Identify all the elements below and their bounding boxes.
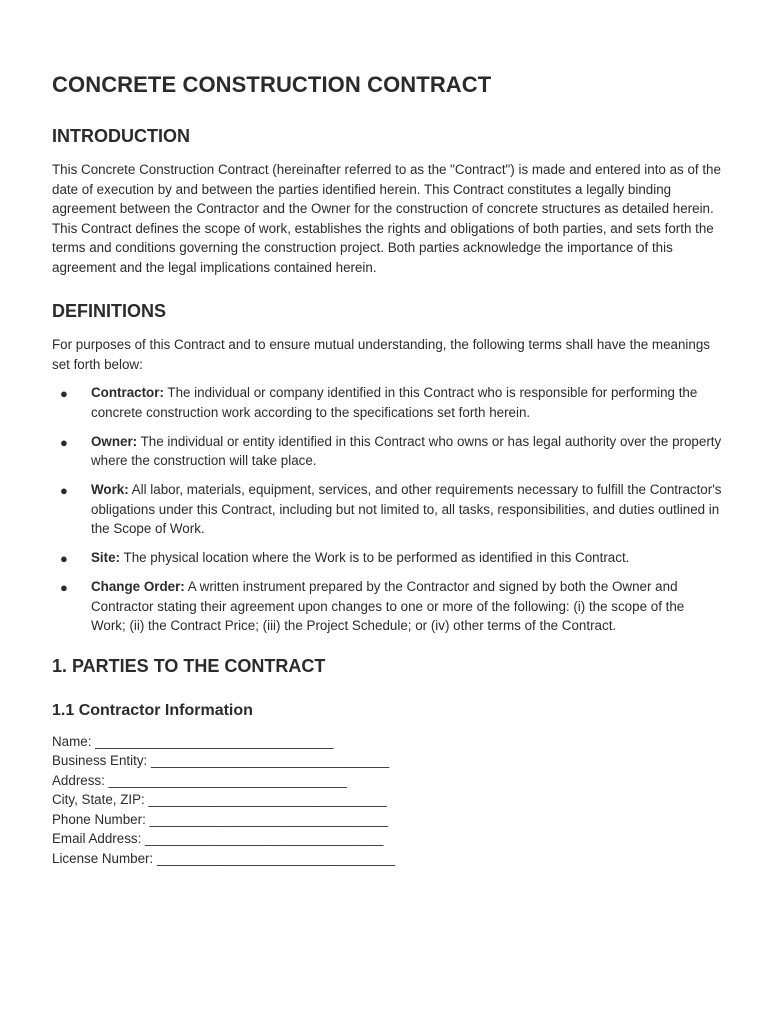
definition-item-change-order <box>52 577 722 636</box>
definition-term: Change Order: <box>91 579 185 594</box>
contractor-info-heading: 1.1 Contractor Information <box>52 701 253 719</box>
bullet-icon: ● <box>60 551 68 566</box>
definition-term: Work: <box>91 482 129 497</box>
definition-item-contractor <box>52 383 722 422</box>
introduction-paragraph: This Concrete Construction Contract (hereinafter referred to as the "Contract") is made and entered into as of the date of execution by and between the parties identified herein. This Contract constitutes a legally binding agreement between the Contractor and the Owner for the construction of concrete structures as detailed herein. This Contract defines the scope of work, establishes the rights and obligations of both parties, and sets forth the terms and conditions governing the construction project. Both parties acknowledge the importance of this agreement and the legal implications contained herein. <box>52 162 721 275</box>
definitions-intro: For purposes of this Contract and to ensure mutual understanding, the following terms shall have the meanings set forth below: <box>52 337 710 372</box>
definition-item-owner <box>52 432 722 471</box>
definition-text: The physical location where the Work is to be performed as identified in this Contract. <box>120 550 630 565</box>
contractor-email-field[interactable]: Email Address: ________________________________ <box>52 831 384 846</box>
bullet-icon: ● <box>60 386 68 401</box>
definition-term: Contractor: <box>91 385 164 400</box>
definition-term: Site: <box>91 550 121 565</box>
bullet-icon: ● <box>60 434 68 450</box>
contractor-city-state-zip-field[interactable]: City, State, ZIP: ________________________________ <box>52 792 387 807</box>
definition-text: All labor, materials, equipment, services, and other requirements necessary to fulfill the Contractor's obligations under this Contract, including but not limited to, all tasks, responsibilities, and duties outlined in the Scope of Work. <box>91 482 722 536</box>
contractor-address-field[interactable]: Address: ________________________________ <box>52 772 347 788</box>
definition-item-site <box>52 548 722 568</box>
document-title: CONCRETE CONSTRUCTION CONTRACT <box>52 72 492 97</box>
definitions-list <box>52 383 722 636</box>
contractor-license-field[interactable]: License Number: ________________________________ <box>52 850 396 866</box>
definition-term: Owner: <box>91 433 138 449</box>
contractor-name-field[interactable]: Name: ________________________________ <box>52 733 334 749</box>
contractor-business-entity-field[interactable]: Business Entity: ________________________________ <box>52 753 390 768</box>
bullet-icon: ● <box>60 580 68 595</box>
definition-text: A written instrument prepared by the Contractor and signed by both the Owner and Contractor stating their agreement upon changes to one or more of the following: (i) the scope of the Work; (ii) the Contract Price; (iii) the Project Schedule; or (iv) other terms of the Contract. <box>91 579 685 633</box>
definition-item-work <box>52 480 722 539</box>
document-page <box>52 70 722 868</box>
bullet-icon: ● <box>60 483 68 498</box>
contractor-info-fields <box>52 732 722 869</box>
definition-text: The individual or entity identified in this Contract who owns or has legal authority over the property where the construction will take place. <box>91 433 722 468</box>
contractor-phone-field[interactable]: Phone Number: ________________________________ <box>52 811 388 827</box>
definitions-heading: DEFINITIONS <box>52 301 167 321</box>
parties-heading: 1. PARTIES TO THE CONTRACT <box>52 655 326 676</box>
definition-text: The individual or company identified in this Contract who is responsible for performing the concrete construction work according to the specifications set forth herein. <box>91 385 698 420</box>
introduction-heading: INTRODUCTION <box>52 126 190 146</box>
